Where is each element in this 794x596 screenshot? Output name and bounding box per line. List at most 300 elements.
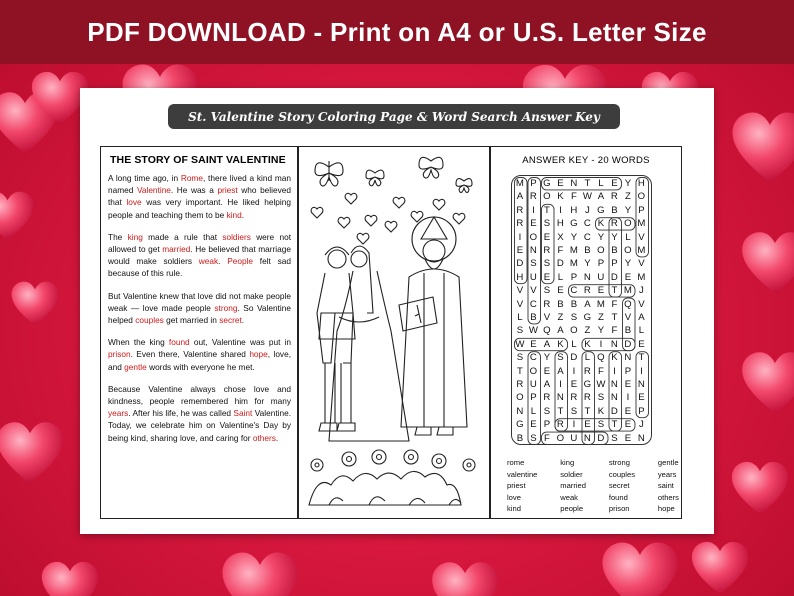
- grid-letter: O: [570, 325, 578, 337]
- grid-letter: V: [516, 285, 524, 297]
- grid-letter: V: [624, 312, 632, 323]
- heart-icon: [730, 460, 790, 520]
- grid-letter: N: [529, 245, 537, 256]
- word-list-item: gentle: [657, 458, 679, 467]
- story-text: , there lived a kind man named: [108, 173, 291, 196]
- story-text: words with everyone he met.: [146, 361, 255, 372]
- grid-letter: H: [637, 178, 645, 189]
- grid-letter: E: [624, 271, 632, 283]
- grid-letter: Z: [557, 312, 564, 323]
- grid-letter: P: [570, 271, 578, 283]
- grid-letter: D: [610, 271, 618, 283]
- story-text: . Even there, Valentine shared: [130, 349, 250, 360]
- printable-sheet-preview: [80, 88, 714, 534]
- grid-letter: D: [556, 258, 564, 270]
- grid-letter: H: [556, 218, 564, 230]
- story-text: made a rule that: [142, 231, 223, 242]
- highlighted-word: Saint: [233, 408, 253, 419]
- grid-letter: T: [584, 405, 591, 417]
- highlighted-word: prison: [108, 349, 131, 360]
- word-list-item: years: [657, 469, 677, 479]
- grid-letter: T: [638, 352, 645, 364]
- grid-letter: O: [624, 245, 632, 256]
- grid-letter: R: [543, 392, 551, 404]
- grid-letter: G: [516, 419, 524, 431]
- grid-letter: W: [528, 325, 538, 337]
- grid-letter: T: [611, 285, 618, 297]
- grid-letter: Y: [624, 258, 632, 270]
- grid-letter: R: [583, 365, 591, 377]
- grid-letter: U: [597, 271, 605, 283]
- grid-letter: N: [610, 392, 618, 404]
- word-list-item: weak: [560, 492, 578, 502]
- story-panel: [100, 146, 298, 519]
- grid-letter: F: [597, 365, 604, 377]
- grid-letter: B: [530, 312, 537, 323]
- highlighted-word: kind: [226, 209, 242, 220]
- grid-letter: Q: [624, 298, 632, 310]
- grid-letter: G: [543, 178, 551, 189]
- grid-letter: B: [611, 245, 618, 256]
- grid-letter: L: [571, 338, 577, 350]
- story-text: But Valentine knew that love did not make people weak — love made people: [108, 290, 291, 313]
- grid-letter: I: [626, 392, 630, 404]
- grid-letter: U: [529, 271, 537, 283]
- grid-letter: A: [597, 191, 605, 203]
- grid-letter: O: [556, 432, 565, 444]
- grid-letter: P: [611, 258, 618, 270]
- grid-letter: G: [570, 218, 578, 230]
- story-paragraph: [108, 290, 291, 327]
- story-text: .: [241, 315, 245, 326]
- grid-letter: Y: [543, 352, 551, 364]
- grid-letter: E: [530, 218, 537, 230]
- grid-letter: A: [543, 379, 551, 390]
- download-banner: [0, 0, 794, 64]
- story-text: were not allowed to get: [108, 231, 291, 255]
- grid-letter: S: [543, 218, 551, 230]
- heart-icon: [740, 230, 794, 300]
- grid-letter: V: [638, 298, 645, 310]
- grid-letter: S: [543, 405, 551, 417]
- word-search-grid: [511, 175, 652, 445]
- grid-letter: A: [584, 298, 591, 310]
- grid-letter: I: [640, 365, 643, 377]
- highlighted-word: secret: [219, 315, 242, 326]
- grid-letter: S: [543, 285, 551, 297]
- story-text: .: [218, 256, 228, 267]
- highlighted-word: king: [127, 231, 143, 242]
- grid-letter: S: [516, 325, 524, 337]
- grid-letter: E: [557, 178, 564, 189]
- grid-letter: I: [613, 365, 616, 377]
- heart-icon: [10, 280, 60, 330]
- grid-letter: B: [516, 432, 524, 444]
- word-list-column: [658, 457, 679, 515]
- grid-letter: E: [597, 285, 605, 297]
- grid-letter: Y: [570, 231, 578, 243]
- grid-letter: R: [516, 204, 524, 216]
- grid-letter: S: [530, 258, 537, 270]
- grid-letter: C: [583, 231, 591, 243]
- grid-letter: P: [638, 204, 645, 216]
- grid-letter: G: [583, 312, 592, 323]
- highlighted-word: strong: [214, 302, 238, 313]
- grid-letter: Y: [597, 325, 605, 337]
- grid-letter: M: [515, 178, 524, 189]
- grid-letter: N: [583, 271, 591, 283]
- grid-letter: B: [570, 298, 578, 310]
- story-text: When the king: [108, 337, 169, 348]
- grid-letter: K: [584, 338, 591, 350]
- sheet-title: St. Valentine Story Coloring Page & Word Search Answer Key: [168, 104, 620, 129]
- grid-letter: R: [570, 392, 578, 404]
- highlighted-word: years: [108, 408, 129, 419]
- grid-letter: I: [559, 379, 562, 390]
- grid-letter: E: [570, 379, 578, 390]
- word-list-item: love: [507, 492, 521, 502]
- grid-letter: M: [569, 245, 578, 256]
- word-list-column: [609, 457, 635, 515]
- grid-letter: U: [570, 432, 578, 444]
- grid-letter: A: [543, 338, 551, 350]
- grid-letter: L: [557, 271, 564, 283]
- grid-letter: T: [543, 204, 550, 216]
- grid-letter: J: [639, 285, 644, 297]
- highlighted-word: Valentine: [136, 185, 171, 196]
- grid-letter: K: [611, 352, 618, 364]
- grid-letter: L: [598, 178, 604, 189]
- grid-letter: F: [543, 432, 550, 444]
- word-list-item: priest: [507, 481, 526, 490]
- heart-icon: [40, 560, 100, 596]
- highlighted-word: gentle: [124, 361, 147, 372]
- grid-letter: K: [597, 405, 605, 417]
- grid-letter: E: [624, 379, 632, 390]
- highlighted-word: People: [227, 256, 254, 267]
- heart-icon: [740, 350, 794, 420]
- grid-letter: R: [610, 218, 618, 230]
- grid-letter: M: [637, 271, 646, 283]
- grid-letter: S: [543, 258, 551, 270]
- grid-letter: P: [597, 258, 605, 270]
- grid-letter: I: [599, 338, 603, 350]
- story-text: . After his life, he was called: [128, 408, 234, 419]
- grid-letter: E: [516, 245, 524, 256]
- grid-letter: F: [557, 245, 564, 256]
- grid-letter: F: [611, 298, 618, 310]
- grid-letter: S: [611, 432, 618, 444]
- word-list-item: saint: [657, 481, 674, 490]
- grid-letter: I: [532, 204, 535, 216]
- grid-letter: O: [597, 245, 605, 256]
- grid-letter: S: [530, 432, 537, 444]
- grid-letter: J: [639, 419, 644, 431]
- grid-letter: G: [597, 204, 605, 216]
- grid-letter: E: [611, 178, 618, 189]
- grid-letter: E: [638, 338, 645, 350]
- word-list-item: secret: [608, 481, 630, 490]
- grid-letter: L: [584, 352, 591, 364]
- grid-letter: M: [596, 298, 605, 310]
- grid-letter: R: [516, 218, 524, 230]
- story-text: . He believed that marriage would make soldiers: [108, 244, 291, 267]
- grid-letter: A: [638, 312, 645, 323]
- grid-letter: S: [570, 405, 578, 417]
- heart-icon: [0, 190, 35, 245]
- grid-letter: A: [516, 191, 524, 203]
- grid-letter: Y: [611, 231, 618, 243]
- grid-letter: O: [543, 191, 551, 203]
- grid-letter: W: [582, 191, 592, 203]
- grid-letter: N: [556, 392, 564, 404]
- grid-letter: D: [624, 338, 632, 350]
- word-list-item: strong: [608, 458, 630, 467]
- grid-letter: M: [637, 245, 646, 256]
- grid-letter: M: [623, 285, 632, 297]
- grid-letter: Y: [597, 231, 605, 243]
- word-list-column: [507, 457, 537, 515]
- grid-letter: W: [596, 379, 606, 390]
- grid-letter: S: [516, 352, 524, 364]
- word-list-item: couples: [608, 469, 636, 479]
- grid-letter: Q: [543, 325, 551, 337]
- word-list-column: [560, 457, 586, 515]
- grid-letter: V: [638, 231, 645, 243]
- grid-letter: T: [584, 178, 591, 189]
- grid-letter: Y: [624, 178, 632, 189]
- grid-letter: K: [597, 218, 605, 230]
- answer-key-panel: [490, 146, 682, 519]
- grid-letter: V: [516, 298, 524, 310]
- grid-letter: T: [611, 312, 618, 323]
- heart-icon: [690, 540, 750, 596]
- grid-letter: E: [543, 365, 551, 377]
- grid-letter: S: [597, 392, 605, 404]
- grid-letter: L: [517, 312, 523, 323]
- grid-letter: D: [570, 352, 578, 364]
- grid-letter: T: [516, 365, 523, 377]
- grid-letter: D: [516, 258, 524, 270]
- highlighted-word: love: [126, 197, 142, 208]
- grid-letter: E: [530, 338, 537, 350]
- story-paragraph: [108, 172, 291, 221]
- grid-letter: G: [583, 379, 592, 390]
- highlighted-word: soldiers: [222, 231, 251, 242]
- grid-letter: S: [557, 352, 564, 364]
- word-list-item: valentine: [507, 469, 538, 479]
- heart-icon: [730, 110, 794, 190]
- grid-letter: Z: [624, 191, 631, 203]
- grid-letter: U: [529, 379, 537, 390]
- heart-icon: [430, 560, 500, 596]
- grid-letter: W: [515, 338, 525, 350]
- grid-letter: A: [557, 365, 564, 377]
- story-text: A long time ago, in: [108, 173, 181, 183]
- grid-letter: O: [624, 218, 632, 230]
- grid-letter: P: [638, 405, 645, 417]
- grid-letter: S: [597, 419, 605, 431]
- story-text: felt sad because of this rule.: [108, 256, 291, 279]
- grid-letter: B: [624, 325, 632, 337]
- grid-letter: O: [516, 392, 524, 404]
- word-list-item: people: [560, 504, 584, 513]
- story-text: Valentine. Today, we celebrate him on Valentine's Day by being kind, sharing love, and caring for: [108, 408, 291, 443]
- highlighted-word: hope: [249, 349, 268, 360]
- grid-letter: E: [584, 419, 591, 431]
- word-list-item: kind: [507, 504, 521, 513]
- grid-letter: N: [570, 178, 578, 189]
- grid-letter: E: [624, 432, 632, 444]
- grid-letter: E: [638, 392, 645, 404]
- highlighted-word: priest: [217, 185, 238, 196]
- grid-letter: Z: [597, 312, 604, 323]
- grid-letter: I: [518, 231, 522, 243]
- grid-letter: D: [610, 405, 618, 417]
- grid-letter: N: [610, 379, 618, 390]
- grid-letter: H: [516, 271, 524, 283]
- grid-letter: R: [543, 298, 551, 310]
- story-text: out, Valentine was put in: [189, 337, 292, 348]
- grid-letter: K: [557, 191, 564, 203]
- highlighted-word: Rome: [180, 173, 203, 183]
- grid-letter: Y: [584, 258, 591, 270]
- grid-letter: I: [572, 365, 576, 377]
- grid-letter: C: [529, 298, 537, 310]
- grid-letter: T: [557, 405, 564, 417]
- grid-letter: E: [543, 271, 551, 283]
- word-list-item: rome: [507, 458, 525, 467]
- grid-letter: A: [557, 325, 564, 337]
- grid-letter: R: [543, 245, 551, 256]
- grid-letter: Z: [584, 325, 591, 337]
- banner-text: PDF DOWNLOAD - Print on A4 or U.S. Letter Size: [87, 16, 707, 47]
- grid-letter: F: [611, 325, 618, 337]
- grid-letter: I: [572, 419, 576, 431]
- highlighted-word: couples: [135, 315, 164, 326]
- grid-letter: H: [570, 204, 578, 216]
- story-text: Because Valentine always chose love and kindness, people remembered him for many: [108, 383, 291, 407]
- grid-letter: P: [543, 419, 551, 431]
- story-text: . He was a: [170, 185, 218, 196]
- highlighted-word: found: [168, 337, 190, 348]
- highlighted-word: weak: [198, 256, 219, 267]
- grid-letter: K: [557, 338, 564, 350]
- grid-letter: E: [624, 419, 632, 431]
- word-list-item: soldier: [560, 469, 583, 479]
- grid-letter: B: [584, 245, 591, 256]
- grid-letter: Q: [597, 352, 605, 364]
- grid-letter: J: [585, 204, 590, 216]
- word-list-item: prison: [608, 504, 630, 513]
- word-list-item: king: [560, 458, 575, 467]
- grid-letter: N: [637, 379, 645, 390]
- story-paragraph: [108, 231, 291, 280]
- grid-letter: N: [610, 338, 618, 350]
- heart-icon: [600, 540, 680, 596]
- grid-letter: N: [637, 432, 645, 444]
- grid-letter: V: [638, 258, 645, 270]
- word-list: [507, 457, 679, 515]
- coloring-illustration: [299, 147, 488, 517]
- grid-letter: C: [570, 285, 578, 297]
- grid-letter: O: [637, 191, 646, 203]
- grid-letter: N: [516, 405, 524, 417]
- grid-letter: R: [556, 419, 564, 431]
- grid-letter: E: [624, 405, 632, 417]
- heart-icon: [0, 420, 65, 490]
- butterfly-icon: [315, 161, 343, 186]
- grid-letter: P: [530, 392, 537, 404]
- grid-letter: C: [583, 218, 591, 230]
- grid-letter: I: [559, 204, 562, 216]
- grid-letter: L: [638, 325, 645, 337]
- grid-letter: P: [530, 178, 537, 189]
- answer-key-title: ANSWER KEY - 20 WORDS: [522, 155, 650, 166]
- word-list-item: hope: [657, 504, 675, 513]
- grid-letter: R: [516, 379, 524, 390]
- grid-letter: B: [557, 298, 564, 310]
- grid-letter: Y: [624, 204, 632, 216]
- grid-letter: F: [570, 191, 577, 203]
- grid-letter: V: [543, 312, 551, 323]
- word-list-item: others: [657, 492, 679, 502]
- grid-letter: E: [557, 285, 564, 297]
- story-heading: THE STORY OF SAINT VALENTINE: [110, 154, 286, 166]
- grid-letter: O: [529, 365, 538, 377]
- story-text: The: [108, 231, 128, 242]
- story-body: [108, 172, 291, 444]
- grid-letter: R: [529, 191, 537, 203]
- grid-letter: S: [570, 312, 578, 323]
- grid-letter: M: [637, 218, 646, 230]
- highlighted-word: others: [252, 432, 276, 443]
- story-paragraph: [108, 383, 291, 444]
- story-text: was very important. He liked helping people and teaching them to be: [108, 197, 291, 220]
- grid-letter: R: [583, 392, 591, 404]
- story-text: . So Valentine helped: [108, 302, 291, 326]
- highlighted-word: married: [162, 244, 191, 255]
- grid-letter: M: [569, 258, 578, 270]
- grid-letter: E: [530, 419, 537, 431]
- grid-letter: N: [624, 352, 632, 364]
- grid-letter: C: [529, 352, 537, 364]
- grid-letter: R: [610, 191, 618, 203]
- grid-letter: L: [530, 405, 537, 417]
- grid-letter: P: [624, 365, 632, 377]
- story-text: who believed that: [108, 185, 291, 208]
- grid-letter: V: [530, 285, 537, 297]
- story-paragraph: [108, 336, 291, 373]
- heart-icon: [220, 550, 300, 596]
- grid-letter: N: [583, 432, 591, 444]
- grid-letter: B: [611, 204, 618, 216]
- word-list-item: married: [560, 481, 586, 490]
- grid-letter: L: [625, 231, 631, 243]
- grid-letter: E: [543, 231, 551, 243]
- grid-letter: D: [597, 432, 605, 444]
- coloring-page-panel: [298, 146, 490, 519]
- story-text: get married in: [163, 315, 220, 326]
- grid-letter: T: [611, 419, 618, 431]
- word-list-item: found: [608, 492, 628, 502]
- grid-letter: O: [529, 231, 538, 243]
- story-text: .: [275, 432, 279, 443]
- story-text: .: [241, 209, 245, 220]
- grid-letter: X: [557, 231, 564, 243]
- grid-letter: R: [583, 285, 591, 297]
- story-text: , love, and: [108, 349, 291, 372]
